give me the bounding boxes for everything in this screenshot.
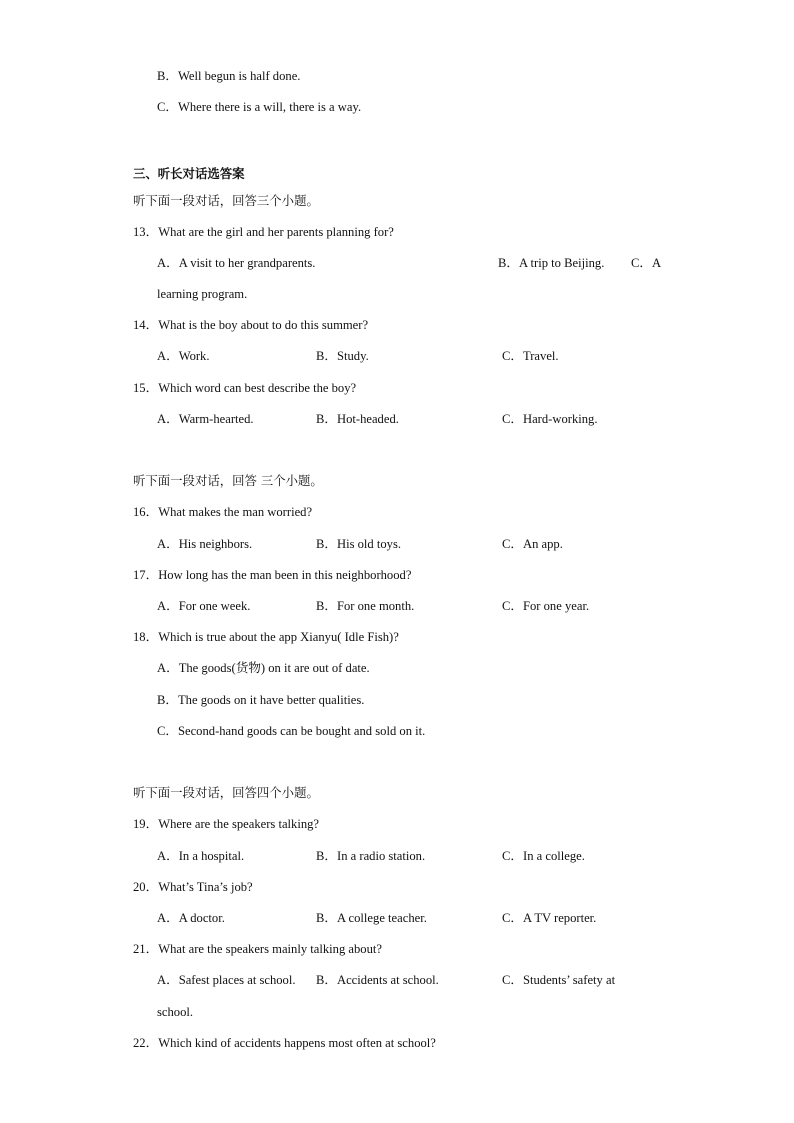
q16-option-b: B．His old toys. (316, 537, 402, 551)
q16-option-a: A．His neighbors. (157, 537, 253, 551)
q14-option-b: B．Study. (316, 349, 369, 363)
dialog2-intro: 听下面一段对话，回答 三个小题。 (133, 473, 323, 488)
q14-stem: 14．What is the boy about to do this summer? (133, 318, 369, 332)
q21-stem: 21．What are the speakers mainly talking about? (133, 942, 382, 956)
q13-option-c: C．A (631, 256, 662, 270)
q19-stem: 19．Where are the speakers talking? (133, 817, 320, 831)
q21-option-c-continued: school. (157, 1005, 194, 1019)
q21-option-a: A．Safest places at school. (157, 973, 296, 987)
q17-option-c: C．For one year. (502, 599, 590, 613)
q17-stem: 17．How long has the man been in this neighborhood? (133, 568, 412, 582)
section-heading: 三、听长对话选答案 (133, 166, 245, 181)
q21-option-c: C．Students’ safety at (502, 973, 616, 987)
q17-option-a: A．For one week. (157, 599, 251, 613)
q18-option-b: B．The goods on it have better qualities. (157, 693, 365, 707)
q14-option-a: A．Work. (157, 349, 210, 363)
q13-stem: 13．What are the girl and her parents planning for? (133, 225, 394, 239)
q15-option-a: A．Warm-hearted. (157, 412, 254, 426)
q19-option-b: B．In a radio station. (316, 849, 426, 863)
q19-option-a: A．In a hospital. (157, 849, 245, 863)
q16-option-c: C．An app. (502, 537, 563, 551)
q18-stem: 18．Which is true about the app Xianyu( Idle Fish)? (133, 630, 399, 644)
q12-option-b: B．Well begun is half done. (157, 69, 301, 83)
q21-option-b: B．Accidents at school. (316, 973, 439, 987)
dialog3-intro: 听下面一段对话，回答四个小题。 (133, 785, 319, 800)
dialog1-intro: 听下面一段对话，回答三个小题。 (133, 193, 319, 208)
q15-stem: 15．Which word can best describe the boy? (133, 381, 357, 395)
q16-stem: 16．What makes the man worried? (133, 505, 313, 519)
q20-option-c: C．A TV reporter. (502, 911, 597, 925)
q14-option-c: C．Travel. (502, 349, 559, 363)
q13-option-b: B．A trip to Beijing. (498, 256, 605, 270)
q20-option-b: B．A college teacher. (316, 911, 427, 925)
q22-stem: 22．Which kind of accidents happens most often at school? (133, 1036, 436, 1050)
q13-option-c-continued: learning program. (157, 287, 248, 301)
q17-option-b: B．For one month. (316, 599, 415, 613)
q19-option-c: C．In a college. (502, 849, 585, 863)
q20-option-a: A．A doctor. (157, 911, 225, 925)
q18-option-c: C．Second-hand goods can be bought and sold on it. (157, 724, 426, 738)
q15-option-c: C．Hard-working. (502, 412, 598, 426)
q15-option-b: B．Hot-headed. (316, 412, 399, 426)
q20-stem: 20．What’s Tina’s job? (133, 880, 253, 894)
q13-option-a: A．A visit to her grandparents. (157, 256, 316, 270)
q12-option-c: C．Where there is a will, there is a way. (157, 100, 362, 114)
q18-option-a: A．The goods(货物) on it are out of date. (157, 661, 370, 675)
